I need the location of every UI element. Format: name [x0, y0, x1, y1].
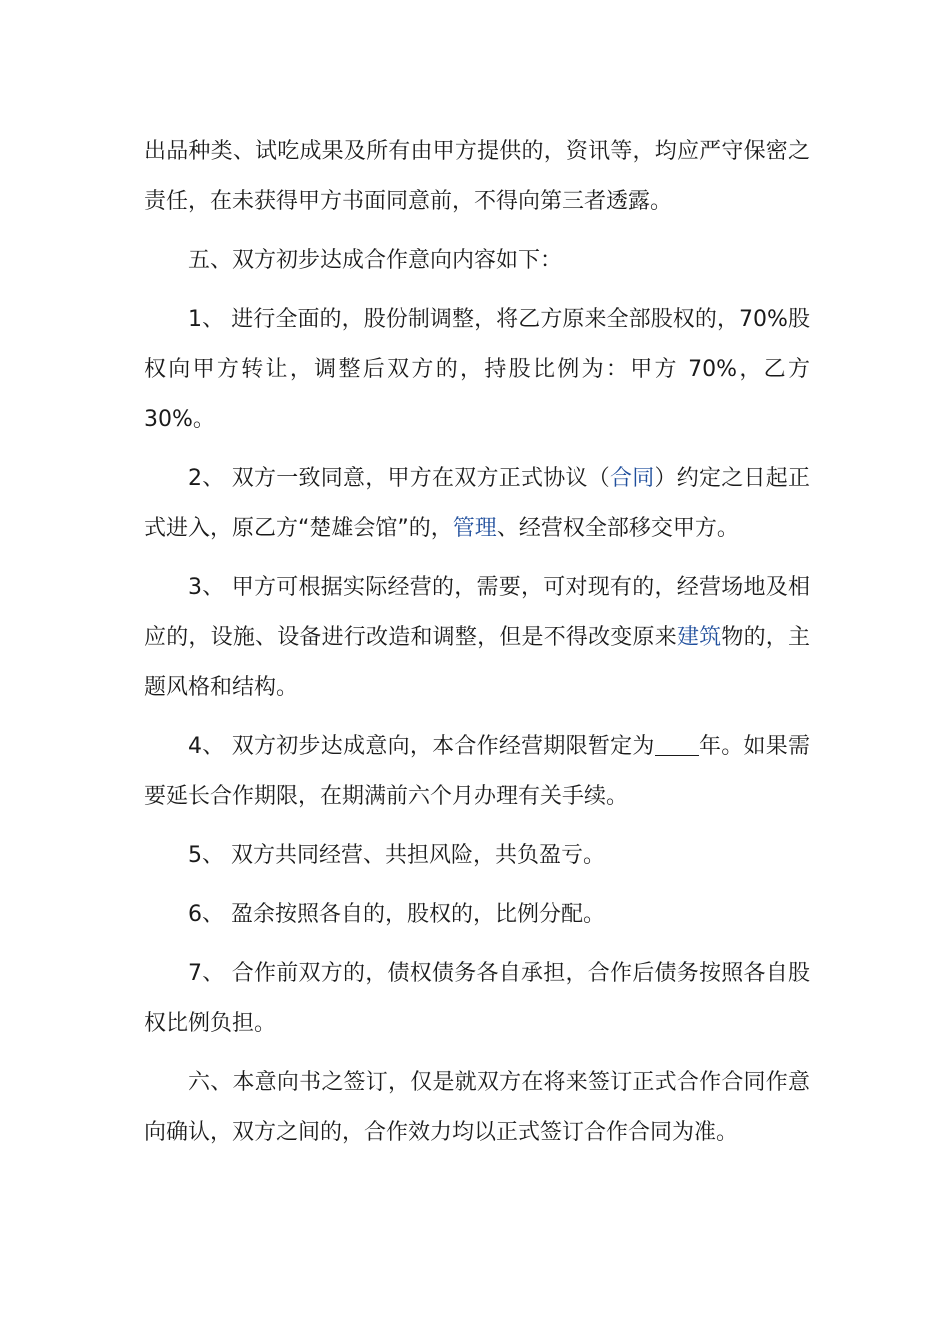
- clause-2-text-a: 2、 双方一致同意，甲方在双方正式协议（: [188, 466, 610, 491]
- clause-7: 7、 合作前双方的，债权债务各自承担，合作后债务按照各自股权比例负担。: [144, 961, 810, 1036]
- clause-2-text-b: ）约定之日起正式进入，原乙方“楚雄会馆”的，: [144, 466, 810, 541]
- paragraph-confidentiality: 出品种类、试吃成果及所有由甲方提供的，资讯等，均应严守保密之责任，在未获得甲方书面同意前，不得向第三者透露。: [144, 139, 810, 214]
- section-five-heading: 五、双方初步达成合作意向内容如下：: [188, 248, 563, 273]
- clause-5: 5、 双方共同经营、共担风险，共负盈亏。: [188, 843, 605, 868]
- contract-link[interactable]: 合同: [609, 466, 655, 491]
- clause-2-text-c: 、经营权全部移交甲方。: [496, 516, 739, 541]
- clause-3: [144, 563, 810, 713]
- clause-4-text-a: 4、 双方初步达成意向，本合作经营期限暂定为: [188, 734, 655, 759]
- clause-3-text-a: 3、 甲方可根据实际经营的，需要，可对现有的，经营场地及相应的，设施、设备进行改造和调整，但是不得改变原来: [144, 575, 810, 650]
- clause-1: 1、 进行全面的，股份制调整，将乙方原来全部股权的，70%股权向甲方转让，调整后双方的，持股比例为：甲方 70%，乙方 30%。: [144, 307, 810, 432]
- management-link[interactable]: 管理: [452, 516, 497, 541]
- clause-4-text-b: 年。如果需要延长合作期限，在期满前六个月办理有关手续。: [144, 734, 810, 809]
- clause-4: [144, 722, 810, 822]
- document-body: [144, 127, 810, 1167]
- clause-3-text-b: 物的，主题风格和结构。: [144, 625, 810, 700]
- term-blank-line: [655, 733, 699, 756]
- clause-6: 6、 盈余按照各自的，股权的，比例分配。: [188, 902, 605, 927]
- clause-2: [144, 454, 810, 554]
- building-link[interactable]: 建筑: [676, 625, 722, 650]
- section-six-paragraph: 六、本意向书之签订，仅是就双方在将来签订正式合作合同作意向确认，双方之间的，合作效力均以正式签订合作合同为准。: [144, 1070, 810, 1145]
